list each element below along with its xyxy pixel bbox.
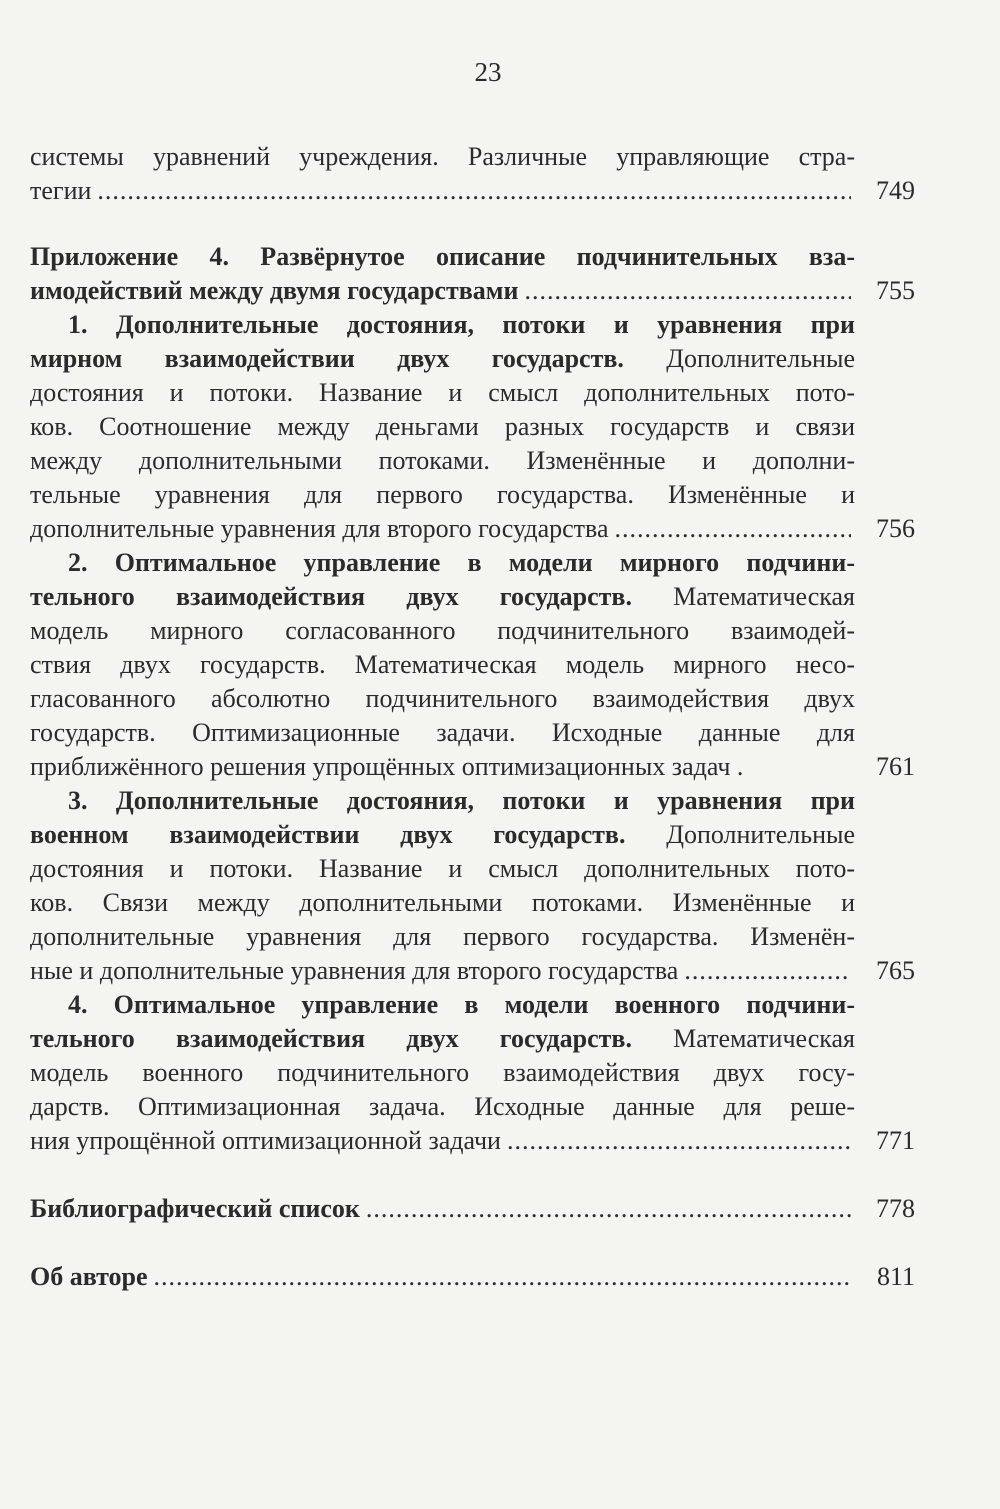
toc-page-ref: 771: [876, 1126, 915, 1155]
toc-entry-section-1[interactable]: [30, 308, 915, 546]
toc-section-title-cont: мирном взаимодействии двух государств.: [30, 344, 624, 373]
toc-last-line: [30, 1192, 855, 1226]
toc-line-text: Математическая: [631, 1024, 855, 1053]
toc-entry-section-3[interactable]: [30, 784, 915, 988]
toc-last-line: [30, 274, 855, 308]
toc-page-ref: 756: [876, 514, 915, 543]
toc-line-text: приближённого решения упрощённых оптимизационных задач .: [30, 752, 744, 781]
toc-line: достояния и потоки. Название и смысл дополнительных пото-: [30, 854, 855, 883]
toc-line: ков. Связи между дополнительными потоками. Изменённые и: [30, 888, 855, 917]
toc-line: [30, 818, 855, 852]
toc-line-text: Математическая: [631, 582, 855, 611]
toc-last-line: [30, 174, 855, 208]
leader-dots: [507, 1124, 851, 1158]
toc-last-line: [30, 1260, 855, 1294]
toc-section-title: 1. Дополнительные достояния, потоки и уравнения при: [68, 310, 855, 339]
toc-line: модель мирного согласованного подчинительного взаимодей-: [30, 616, 855, 645]
toc-line-text: тегии: [30, 176, 92, 205]
toc-line: достояния и потоки. Название и смысл дополнительных пото-: [30, 378, 855, 407]
toc-line-text: Дополнительные: [623, 344, 855, 373]
leader-dots: [615, 512, 851, 546]
toc-entry-bibliography[interactable]: [30, 1192, 915, 1226]
toc-entry-about-author[interactable]: [30, 1260, 915, 1294]
toc-line: модель военного подчинительного взаимодействия двух госу-: [30, 1058, 855, 1087]
leader-dots: [366, 1192, 851, 1226]
toc-last-line: [30, 954, 855, 988]
toc-section-title: 4. Оптимальное управление в модели военного подчини-: [68, 990, 855, 1019]
toc-entry-section-4[interactable]: [30, 988, 915, 1158]
toc-line: государств. Оптимизационные задачи. Исходные данные для: [30, 718, 855, 747]
toc-line: системы уравнений учреждения. Различные управляющие стра-: [30, 142, 855, 171]
toc-line: между дополнительными потоками. Изменённые и дополни-: [30, 446, 855, 475]
toc-line: гласованного абсолютно подчинительного взаимодействия двух: [30, 684, 855, 713]
leader-dots: [524, 274, 851, 308]
toc-line-text: ные и дополнительные уравнения для второго государства: [30, 956, 679, 985]
toc-page-ref: 761: [876, 752, 915, 781]
toc-line: ков. Соотношение между деньгами разных государств и связи: [30, 412, 855, 441]
toc-last-line: [30, 512, 855, 546]
toc-line: дарств. Оптимизационная задача. Исходные данные для реше-: [30, 1092, 855, 1121]
toc-entry-section-2[interactable]: [30, 546, 915, 784]
toc-section-title: 2. Оптимальное управление в модели мирного подчини-: [68, 548, 855, 577]
toc-section-title: 3. Дополнительные достояния, потоки и уравнения при: [68, 786, 855, 815]
toc-line-text: дополнительные уравнения для второго государства: [30, 514, 609, 543]
toc-entry-continuation: [30, 140, 915, 208]
toc-line: ствия двух государств. Математическая модель мирного несо-: [30, 650, 855, 679]
toc-entry-appendix-4[interactable]: [30, 240, 915, 308]
page-number: 23: [474, 57, 502, 87]
toc-page-ref: 765: [876, 956, 915, 985]
toc-line-text: Библиографический список: [30, 1194, 360, 1223]
leader-dots: [684, 954, 851, 988]
toc-page-ref: 811: [876, 1262, 915, 1291]
toc-section-title-cont: тельного взаимодействия двух государств.: [30, 1024, 632, 1053]
toc-section-title-cont: тельного взаимодействия двух государств.: [30, 582, 632, 611]
toc-last-line: [30, 1124, 855, 1158]
toc-line: [30, 1022, 855, 1056]
toc-page-ref: 749: [876, 176, 915, 205]
toc-line-text: Дополнительные: [625, 820, 855, 849]
table-of-contents: [0, 140, 1000, 1294]
toc-line-text: Об авторе: [30, 1262, 148, 1291]
leader-dots: [154, 1260, 851, 1294]
toc-line: [30, 580, 855, 614]
toc-last-line: [30, 750, 855, 784]
toc-line-text: имодействий между двумя государствами: [30, 276, 519, 305]
toc-page-ref: 755: [876, 276, 915, 305]
toc-line: тельные уравнения для первого государства. Изменённые и: [30, 480, 855, 509]
toc-line: [30, 342, 855, 376]
toc-line: Приложение 4. Развёрнутое описание подчинительных вза-: [30, 242, 855, 271]
toc-line: дополнительные уравнения для первого государства. Изменён-: [30, 922, 855, 951]
toc-line-text: ния упрощённой оптимизационной задачи: [30, 1126, 501, 1155]
toc-section-title-cont: военном взаимодействии двух государств.: [30, 820, 626, 849]
leader-dots: [97, 174, 851, 208]
toc-page-ref: 778: [876, 1194, 915, 1223]
